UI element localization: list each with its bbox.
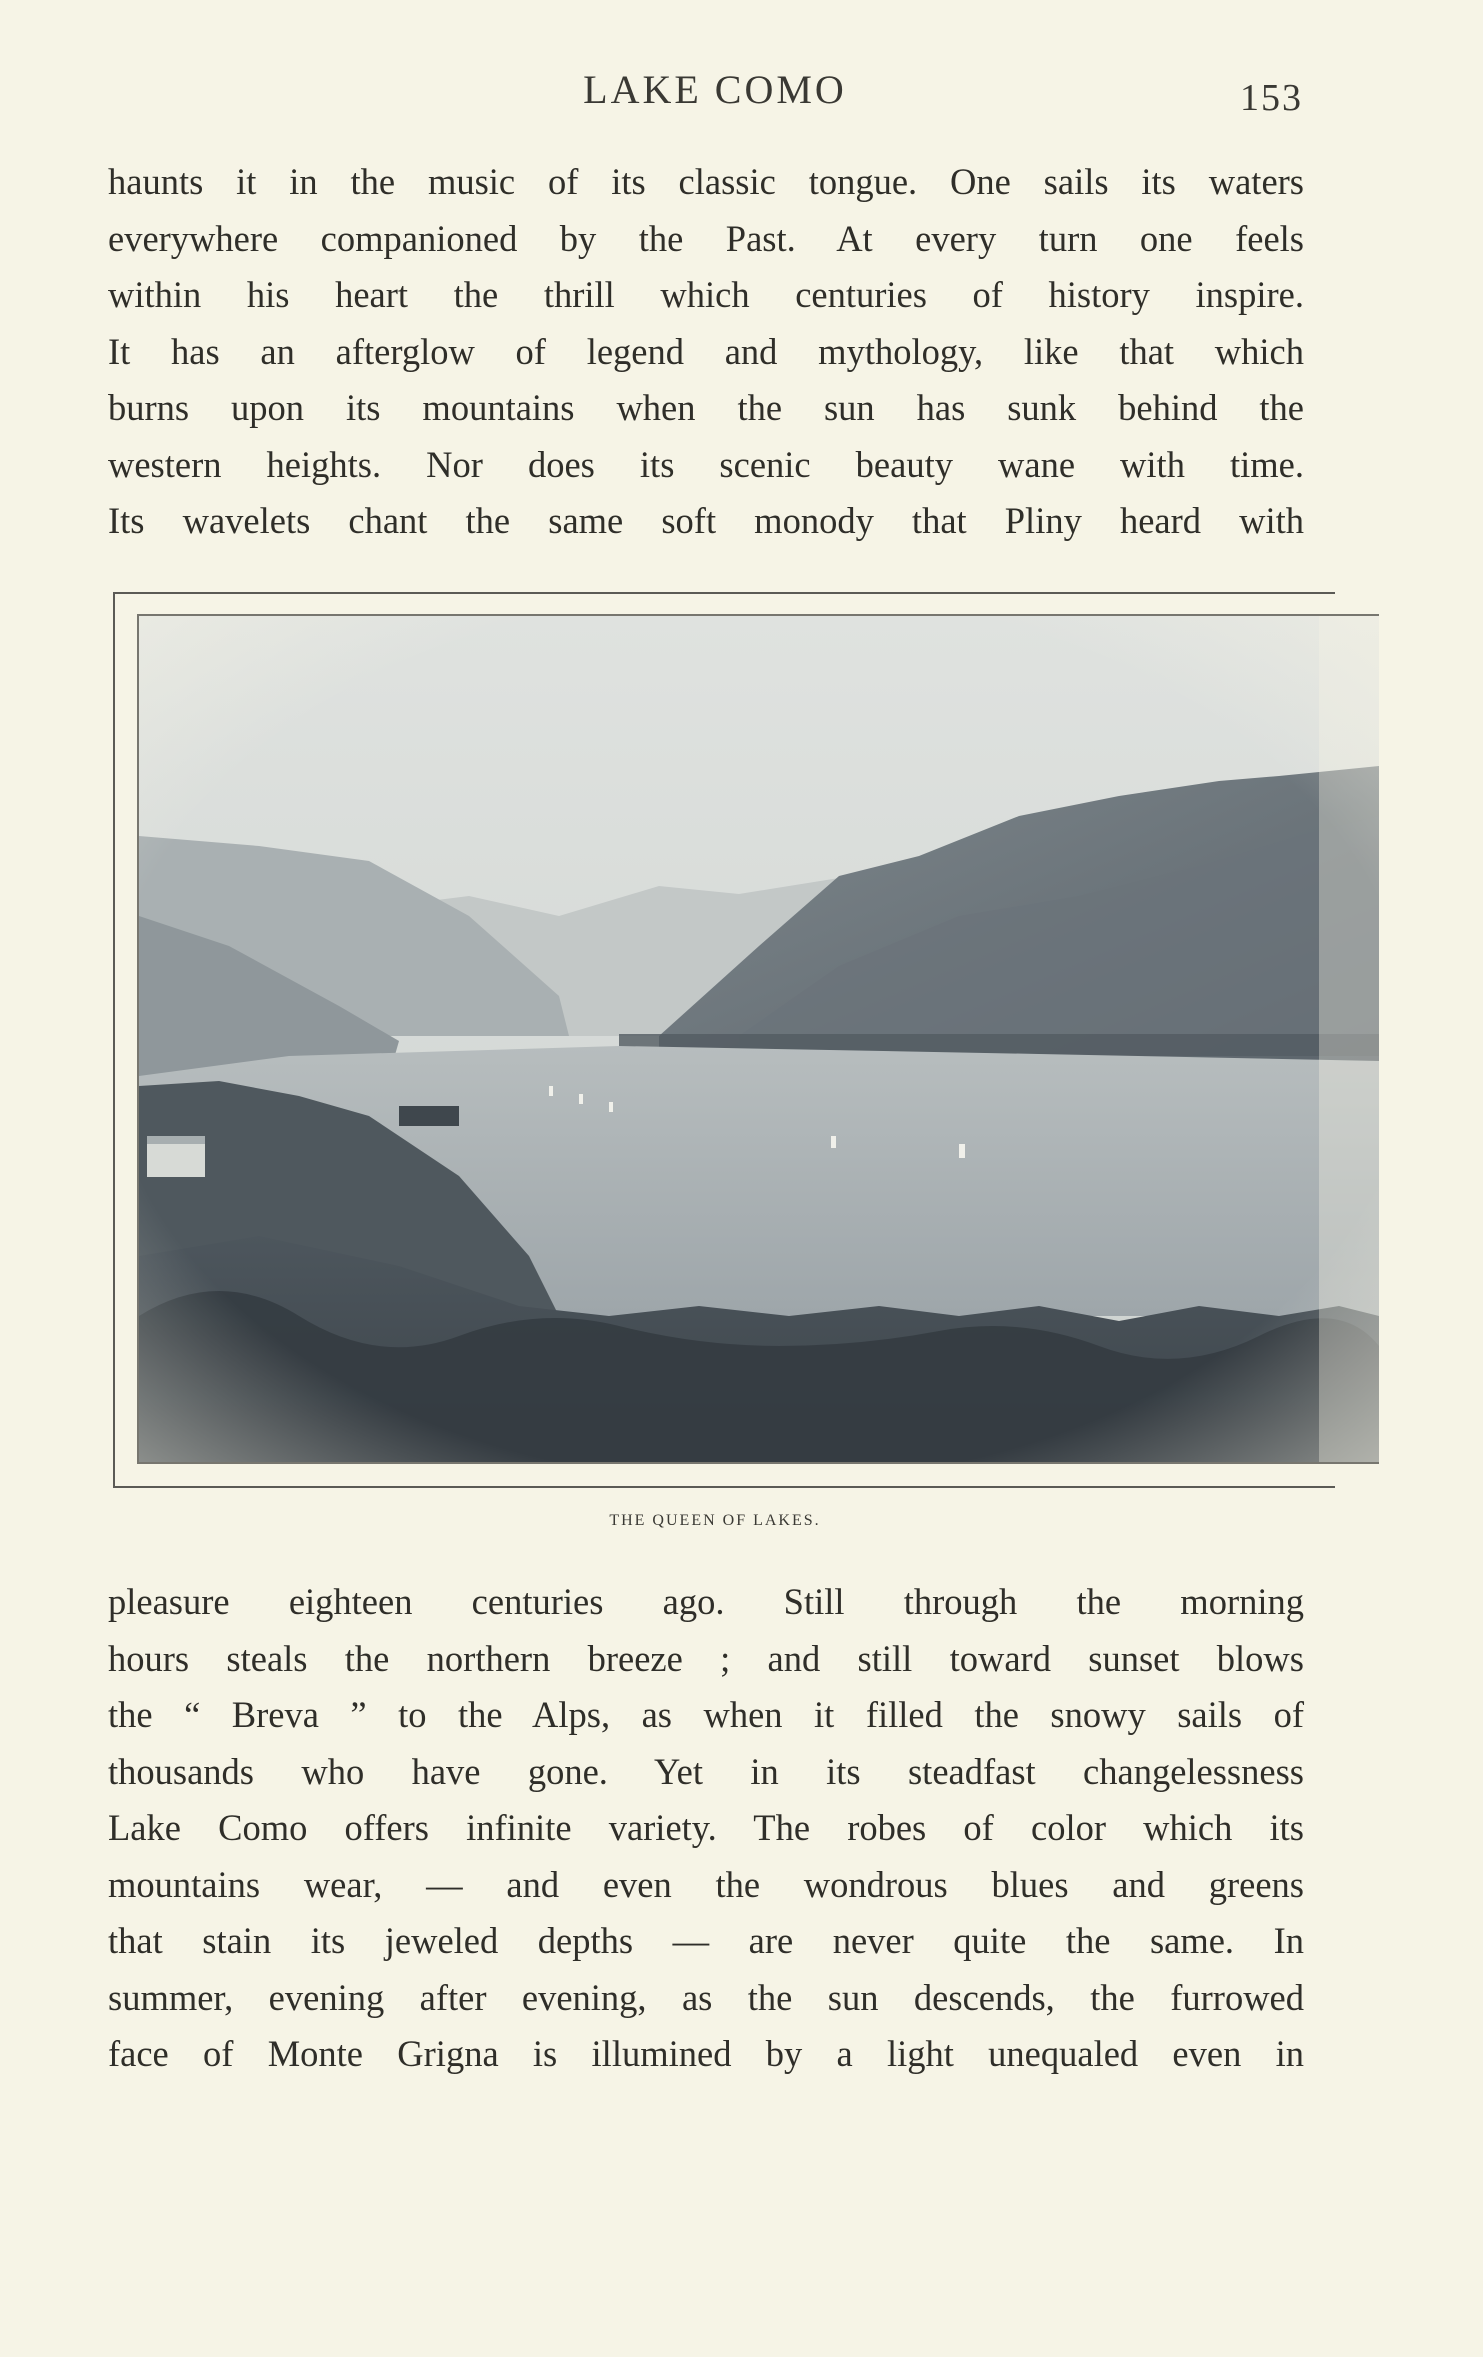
text-line: the “ Breva ” to the Alps, as when it filled the snowy sails of: [108, 1694, 1304, 1735]
text-line: that stain its jeweled depths — are never quite the same. In: [108, 1920, 1304, 1961]
figure-caption: THE QUEEN OF LAKES.: [609, 1512, 821, 1529]
text-line: within his heart the thrill which centuries of history inspire.: [108, 274, 1304, 315]
text-line: everywhere companioned by the Past. At every turn one feels: [108, 217, 1304, 259]
text-line: western heights. Nor does its scenic beauty wane with time.: [108, 443, 1304, 485]
text-line: Lake Como offers infinite variety. The robes of color which its: [108, 1807, 1304, 1848]
body-text-top: [108, 154, 1304, 550]
text-line: pleasure eighteen centuries ago. Still through the morning: [108, 1581, 1304, 1622]
lake-landscape-illustration: [139, 616, 1379, 1462]
running-title: LAKE COMO: [583, 67, 847, 112]
body-text-bottom: [108, 1574, 1304, 2083]
text-line: Its wavelets chant the same soft monody that Pliny heard with: [108, 500, 1304, 541]
figure-frame: [113, 592, 1335, 1488]
text-line: It has an afterglow of legend and mythology, like that which: [108, 330, 1304, 372]
text-line: haunts it in the music of its classic tongue. One sails its waters: [108, 161, 1304, 202]
text-line: face of Monte Grigna is illumined by a light unequaled even in: [108, 2033, 1304, 2074]
text-line: thousands who have gone. Yet in its steadfast changelessness: [108, 1750, 1304, 1792]
text-line: burns upon its mountains when the sun has sunk behind the: [108, 387, 1304, 428]
text-line: hours steals the northern breeze ; and still toward sunset blows: [108, 1637, 1304, 1679]
text-line: summer, evening after evening, as the sun descends, the furrowed: [108, 1976, 1304, 2018]
page-number: 153: [1240, 77, 1303, 119]
page-header: [0, 66, 1483, 126]
lake-photograph: [137, 614, 1379, 1464]
text-line: mountains wear, — and even the wondrous blues and greens: [108, 1863, 1304, 1905]
